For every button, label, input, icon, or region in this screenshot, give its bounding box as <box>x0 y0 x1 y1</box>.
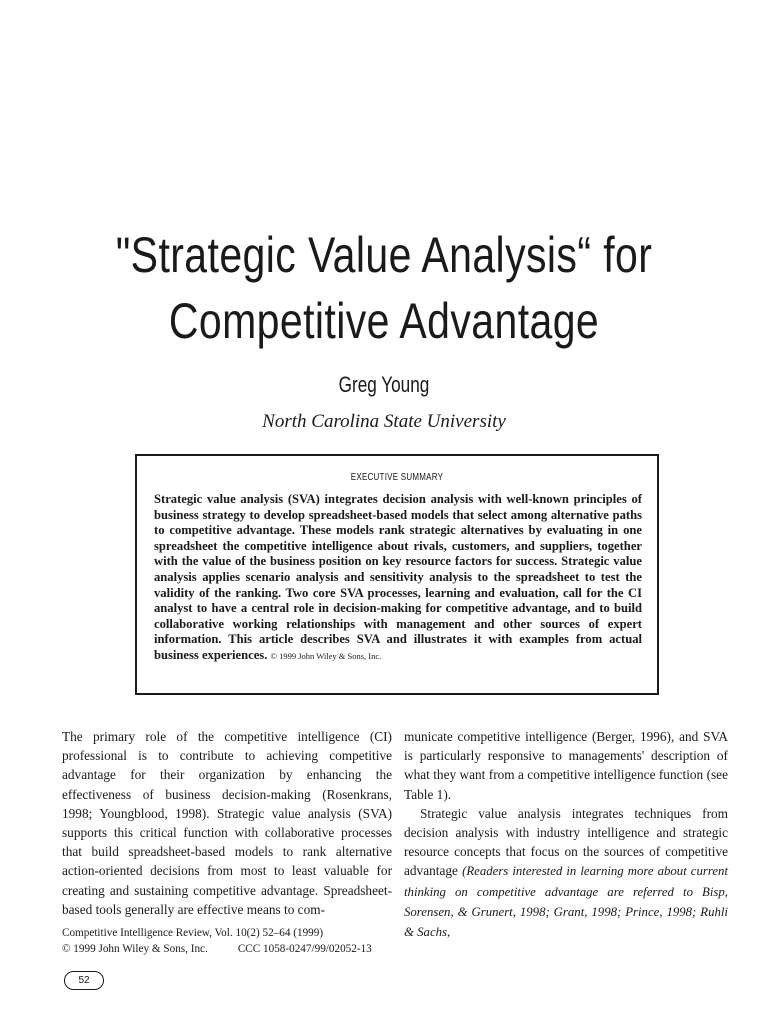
body-column-left: The primary role of the competitive intelligence (CI) professional is to contribute to achieving competitive advantage for their organization by enhancing the effectiveness of business decision-making (Rosenkrans, 1998; Youngblood, 1998). Strategic value analysis (SVA) supports this critical function with collaborative processes that build spreadsheet-based models to rank alternative action-oriented decisions from most to least valuable for creating and sustaining competitive advantage. Spreadsheet-based tools generally are effective means to com- <box>62 729 392 917</box>
footer-copyright: © 1999 John Wiley & Sons, Inc. <box>62 942 208 955</box>
body-paragraph-1: municate competitive intelligence (Berger, 1996), and SVA is particularly responsive to managements' description of what they want from a competitive intelligence function (see Table 1). <box>404 729 728 802</box>
title-line-2: Competitive Advantage <box>168 293 600 349</box>
body-paragraph-2 <box>404 804 728 942</box>
page-footer <box>62 926 422 957</box>
summary-text <box>154 492 642 665</box>
footer-issn: CCC 1058-0247/99/02052-13 <box>237 942 372 955</box>
summary-body: Strategic value analysis (SVA) integrates decision analysis with well-known principles of business strategy to develop spreadsheet-based models that select among alternative paths to competitive advantage. These models rank strategic alternatives by evaluating in one spreadsheet the competitive intelligence about rivals, customers, and suppliers, together with the value of the business position on key resource factors for success. Strategic value analysis applies scenario analysis and sensitivity analysis to the spreadsheet to test the validity of the ranking. Two core SVA processes, learning and evaluation, call for the CI analyst to have a central role in decision-making for competitive advantage, and to build collaborative working relationships with management and other sources of expert information. This article describes SVA and illustrates it with examples from actual business experiences. <box>154 492 642 662</box>
summary-heading: EXECUTIVE SUMMARY <box>350 472 444 483</box>
journal-citation: Competitive Intelligence Review, Vol. 10(2) 52–64 (1999) <box>62 927 324 939</box>
executive-summary-box <box>135 454 659 695</box>
footer-copyright-line <box>62 942 422 958</box>
author-affiliation: North Carolina State University <box>262 411 506 432</box>
body-paragraph-2-italic: (Readers interested in learning more about current thinking on competitive advantage are referred to Bisp, Sorensen, & Grunert, 1998; Grant, 1998; Prince, 1998; Ruhli & Sachs, <box>404 864 728 940</box>
summary-copyright: © 1999 John Wiley & Sons, Inc. <box>270 650 382 661</box>
page-number: 52 <box>64 971 104 990</box>
article-title <box>69 222 699 354</box>
title-line-1: "Strategic Value Analysis“ for <box>115 227 653 283</box>
author-name: Greg Young <box>338 372 430 397</box>
body-paragraph-2-text: Strategic value analysis integrates techniques from decision analysis with industry intelligence and strategic resource concepts that focus on the sources of competitive advantage <box>404 805 728 879</box>
body-column-right <box>404 727 728 942</box>
